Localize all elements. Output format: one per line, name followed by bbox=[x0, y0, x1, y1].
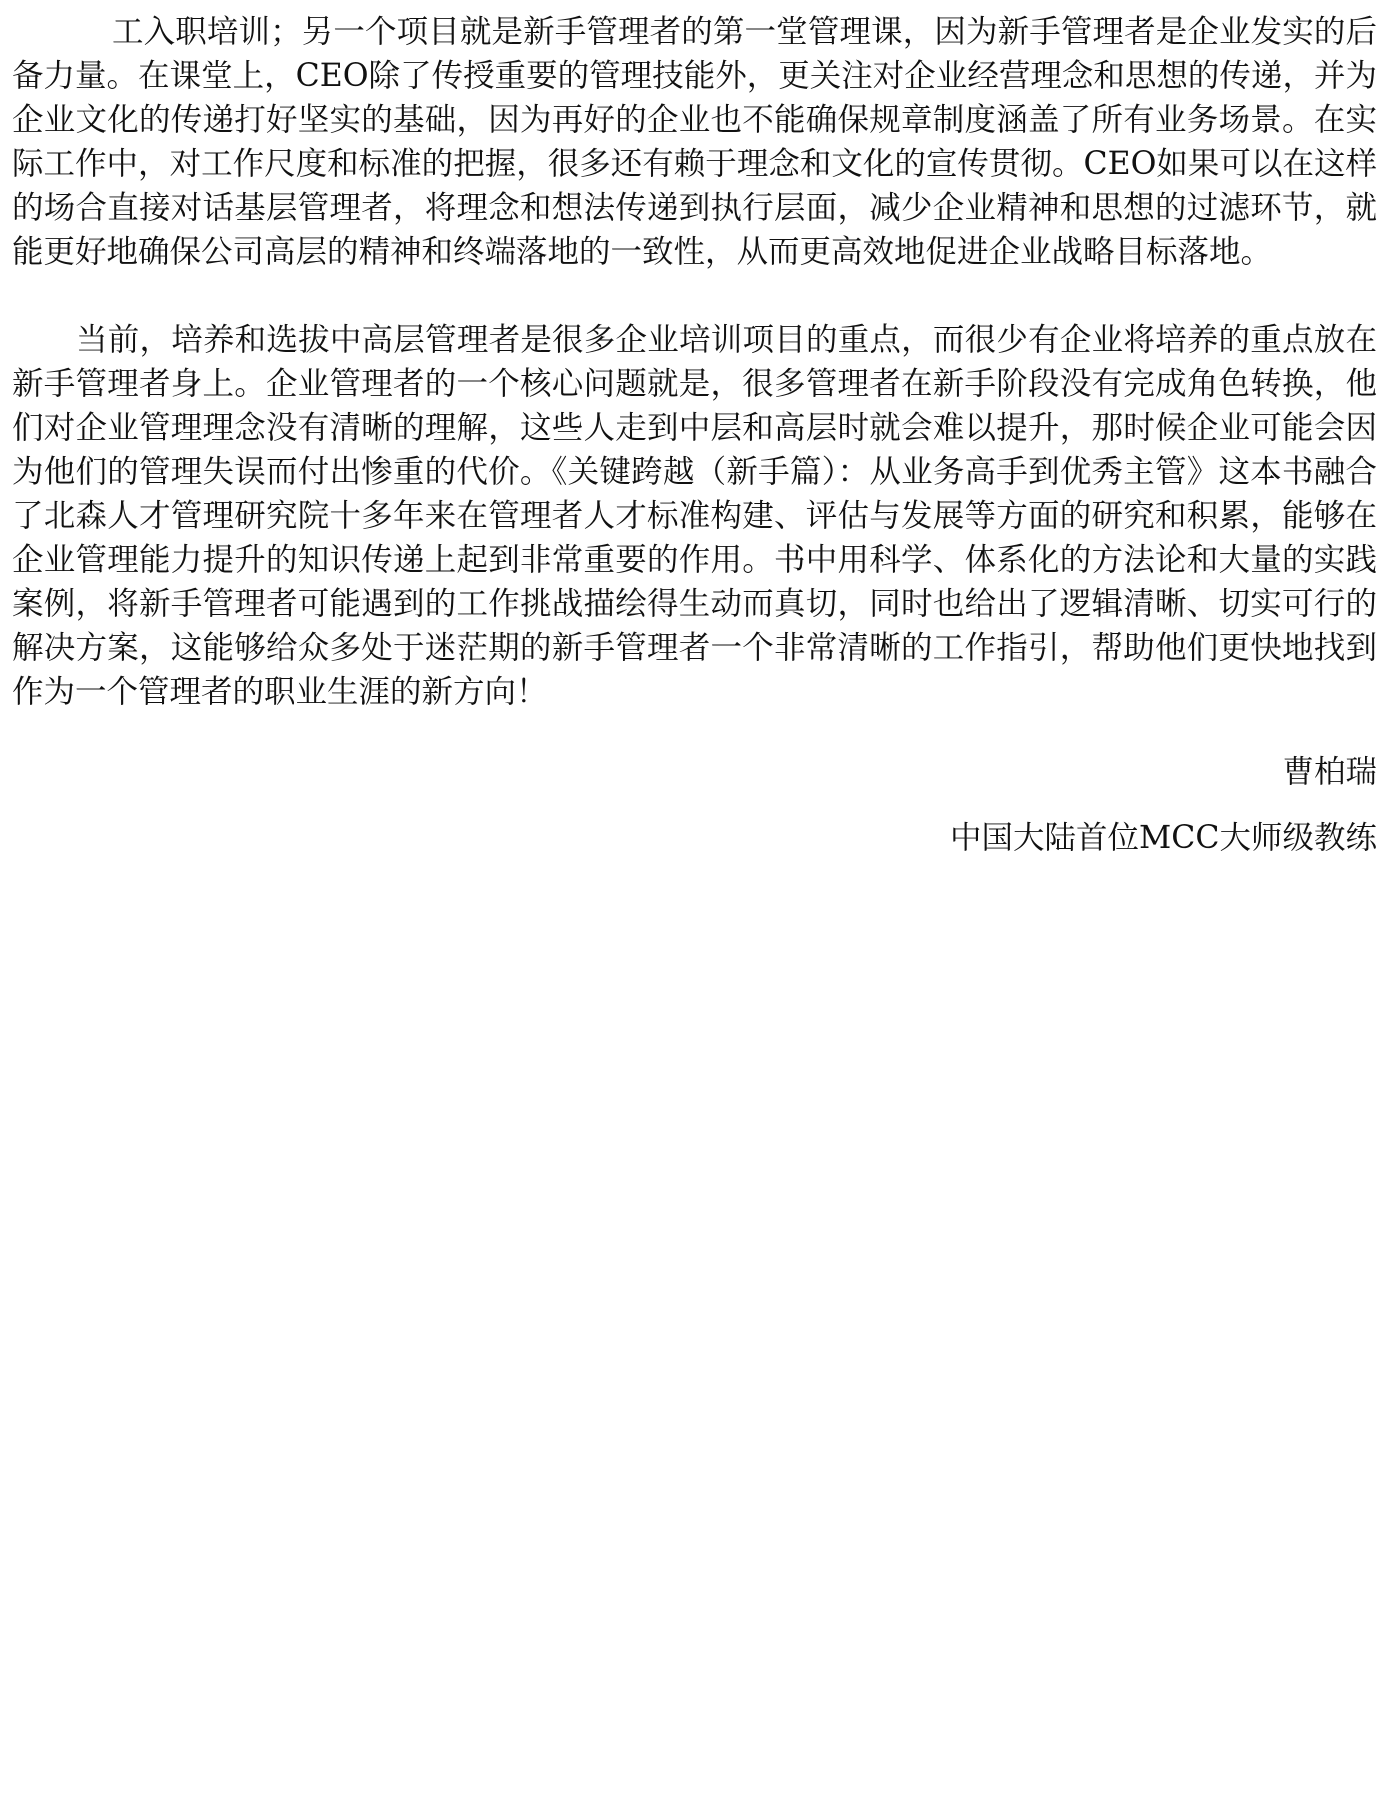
document-page bbox=[12, 10, 1377, 860]
paragraph-1: 工入职培训；另一个项目就是新手管理者的第一堂管理课，因为新手管理者是企业发实的后备力量。在课堂上，CEO除了传授重要的管理技能外，更关注对企业经营理念和思想的传递，并为企业文化的传递打好坚实的基础，因为再好的企业也不能确保规章制度涵盖了所有业务场景。在实际工作中，对工作尺度和标准的把握，很多还有赖于理念和文化的宣传贯彻。CEO如果可以在这样的场合直接对话基层管理者，将理念和想法传递到执行层面，减少企业精神和思想的过滤环节，就能更好地确保公司高层的精神和终端落地的一致性，从而更高效地促进企业战略目标落地。 bbox=[12, 14, 1377, 270]
paragraph-2: 当前，培养和选拔中高层管理者是很多企业培训项目的重点，而很少有企业将培养的重点放在新手管理者身上。企业管理者的一个核心问题就是，很多管理者在新手阶段没有完成角色转换，他们对企业管理理念没有清晰的理解，这些人走到中层和高层时就会难以提升，那时候企业可能会因为他们的管理失误而付出惨重的代价。《关键跨越（新手篇）：从业务高手到优秀主管》这本书融合了北森人才管理研究院十多年来在管理者人才标准构建、评估与发展等方面的研究和积累，能够在企业管理能力提升的知识传递上起到非常重要的作用。书中用科学、体系化的方法论和大量的实践案例，将新手管理者可能遇到的工作挑战描绘得生动而真切，同时也给出了逻辑清晰、切实可行的解决方案，这能够给众多处于迷茫期的新手管理者一个非常清晰的工作指引，帮助他们更快地找到作为一个管理者的职业生涯的新方向！ bbox=[12, 322, 1377, 710]
signature-name: 曹柏瑞 bbox=[1282, 754, 1377, 790]
signature-title: 中国大陆首位MCC大师级教练 bbox=[950, 820, 1377, 856]
